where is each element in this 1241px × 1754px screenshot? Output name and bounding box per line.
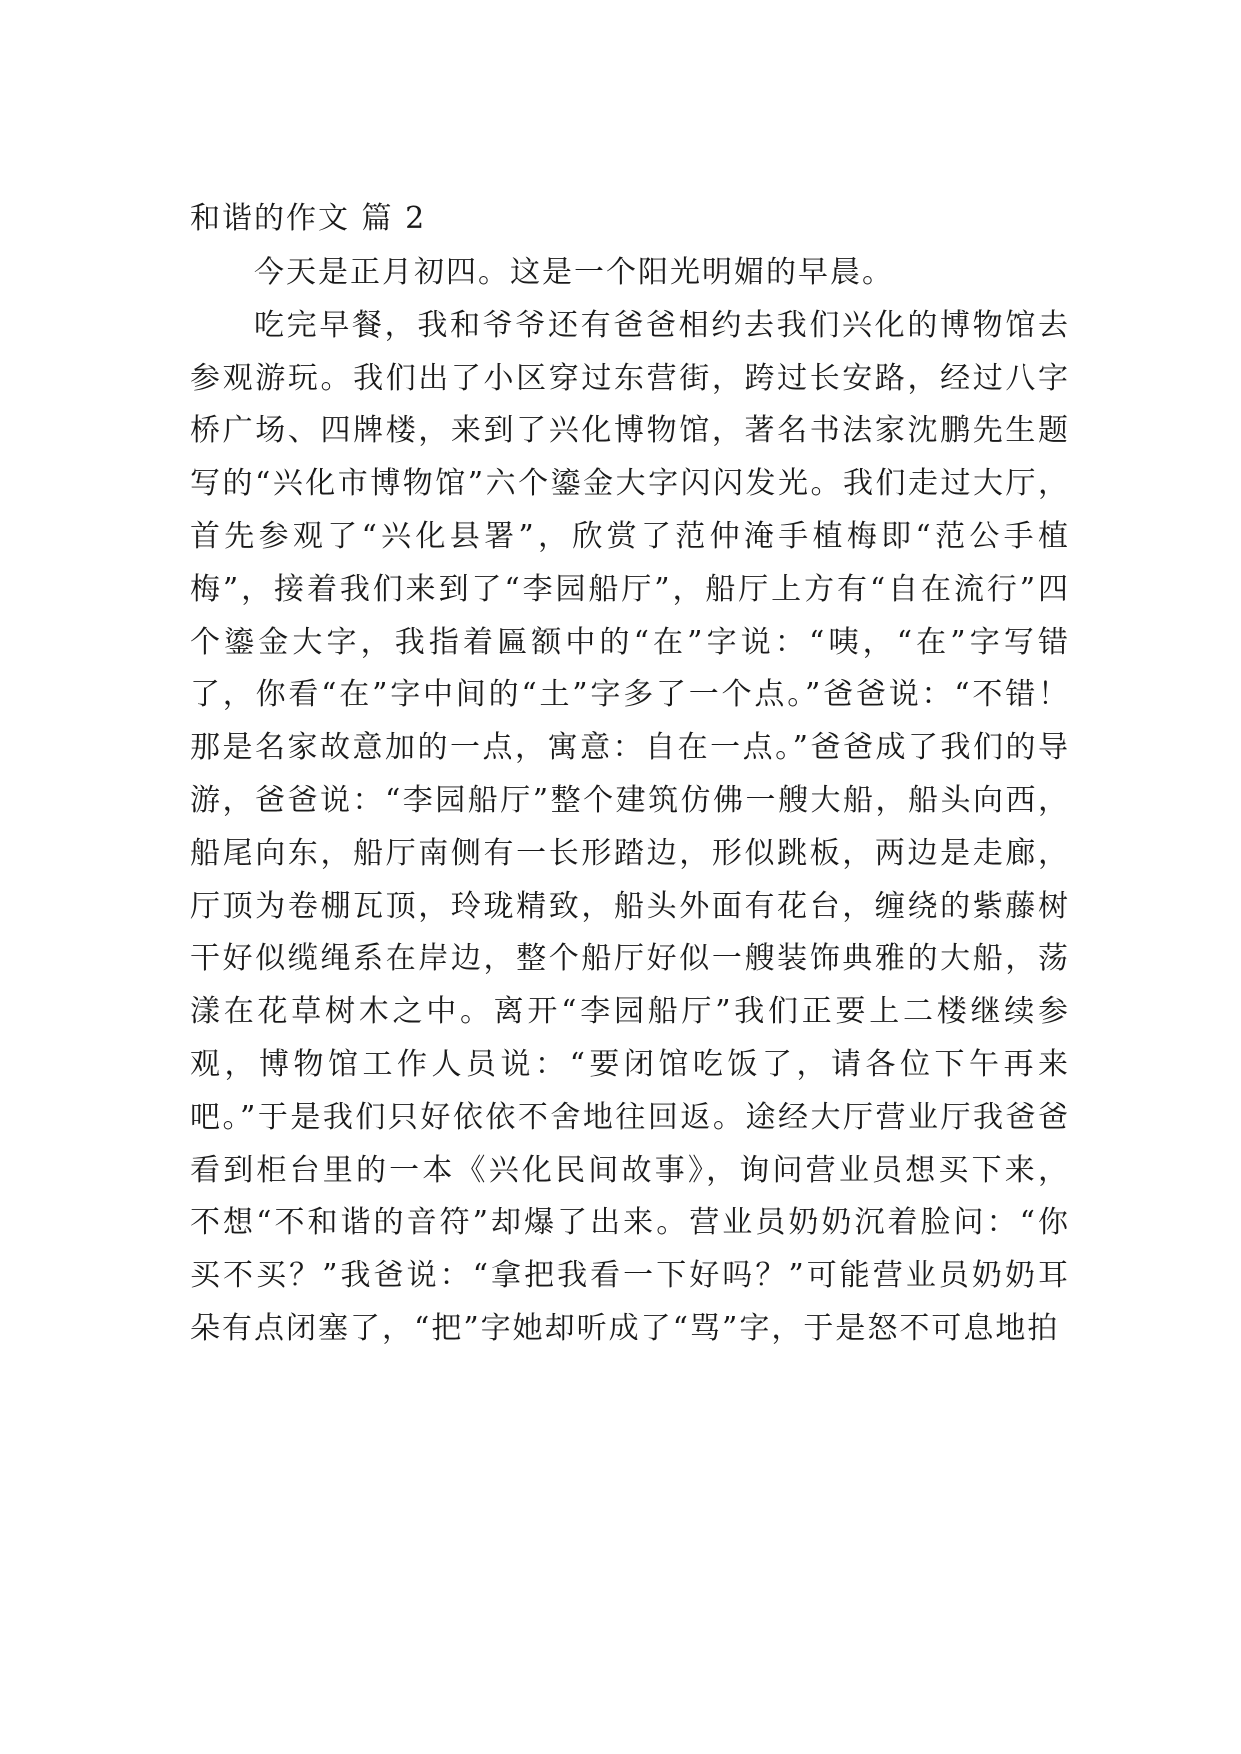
document-body — [190, 197, 1070, 1356]
paragraph-intro: 今天是正月初四。这是一个阳光明媚的早晨。 — [254, 255, 894, 290]
section-heading: 和谐的作文 篇 2 — [190, 201, 427, 236]
paragraph-museum-visit: 吃完早餐，我和爷爷还有爸爸相约去我们兴化的博物馆去参观游玩。我们出了小区穿过东营街，跨过长安路，经过八字桥广场、四牌楼，来到了兴化博物馆，著名书法家沈鹏先生题写的“兴化市博物馆”六个鎏金大字闪闪发光。我们走过大厅，首先参观了“兴化县署”，欣赏了范仲淹手植梅即“范公手植梅”，接着我们来到了“李园船厅”，船厅上方有“自在流行”四个鎏金大字，我指着匾额中的“在”字说：“咦，“在”字写错了，你看“在”字中间的“土”字多了一个点。”爸爸说：“不错！那是名家故意加的一点，寓意：自在一点。”爸爸成了我们的导游，爸爸说：“李园船厅”整个建筑仿佛一艘大船，船头向西，船尾向东，船厅南侧有一长形踏边，形似跳板，两边是走廊，厅顶为卷棚瓦顶，玲珑精致，船头外面有花台，缠绕的紫藤树干好似缆绳系在岸边，整个船厅好似一艘装饰典雅的大船，荡漾在花草树木之中。离开“李园船厅”我们正要上二楼继续参观，博物馆工作人员说：“要闭馆吃饭了，请各位下午再来吧。”于是我们只好依依不舍地往回返。途经大厅营业厅我爸爸看到柜台里的一本《兴化民间故事》，询问营业员想买下来，不想“不和谐的音符”却爆了出来。营业员奶奶沉着脸问：“你买不买？”我爸说：“拿把我看一下好吗？”可能营业员奶奶耳朵有点闭塞了，“把”字她却听成了“骂”字，于是怒不可息地拍 — [190, 307, 1070, 1346]
